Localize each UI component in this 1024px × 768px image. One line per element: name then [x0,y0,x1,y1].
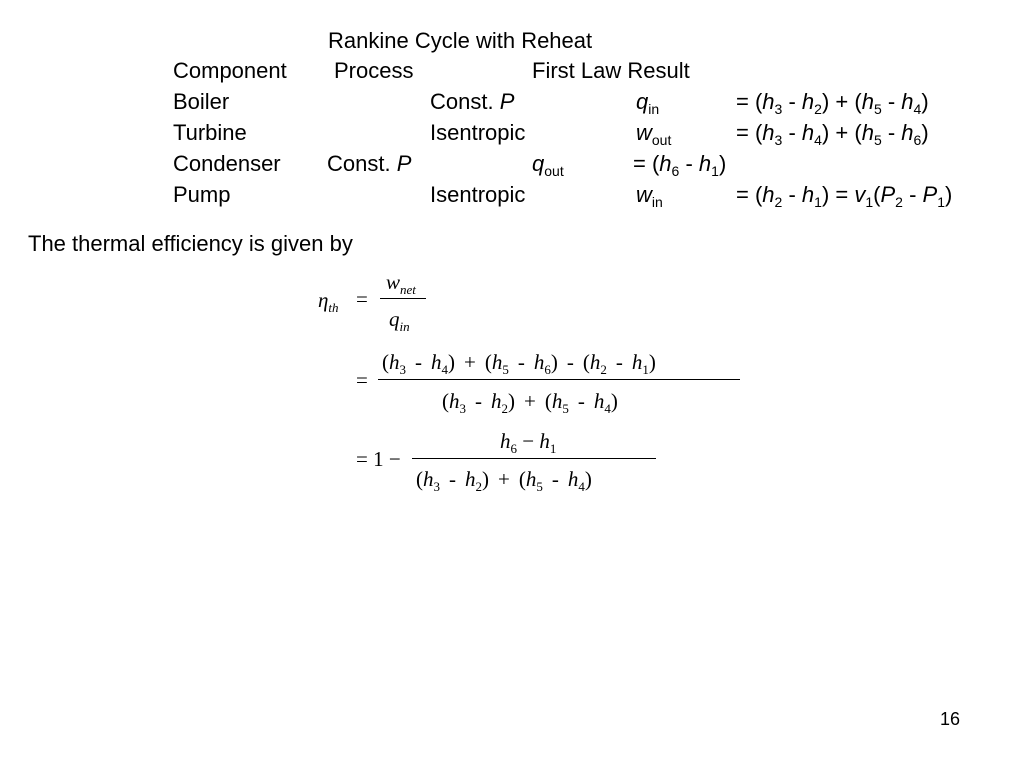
equals-sign: = [356,287,368,311]
efficiency-intro: The thermal efficiency is given by [28,231,353,256]
row-condenser-component: Condenser [173,151,281,176]
numerator-expression: $h_6 - h_1$ [500,429,557,456]
eta-symbol: $\eta_{th}$ [318,288,339,315]
row-turbine-component: Turbine [173,120,247,145]
fraction-bar [380,298,426,299]
header-component: Component [173,58,287,83]
numerator-w-net: $w_{net}$ [386,270,416,297]
row-pump-component: Pump [173,182,231,207]
row-pump-quantity: $w_{in}$ [636,182,663,210]
row-turbine-process: Isentropic [430,120,526,145]
row-condenser-quantity: $q_{out}$ [532,151,564,179]
row-turbine-quantity: $w_{out}$ [636,120,672,148]
row-boiler-quantity: $q_{in}$ [636,89,660,117]
equals-one-minus: = 1 − [356,447,401,471]
denominator-expression: $(h_3 - h_2) + (h_5 - h_4)$ [416,467,592,494]
row-boiler-component: Boiler [173,89,230,114]
equals-sign: = [356,368,368,392]
slide-title: Rankine Cycle with Reheat [328,28,593,53]
denominator-expression: $(h_3 - h_2) + (h_5 - h_4)$ [442,389,618,416]
header-process: Process [334,58,414,83]
fraction-bar [378,379,740,380]
header-first-law-result: First Law Result [532,58,690,83]
row-turbine-equation: = $(h_3 - h_4) + (h_5 - h_6)$ [736,120,929,148]
row-condenser-process: Const. P [327,151,412,176]
denominator-q-in: $q_{in}$ [389,307,410,334]
numerator-expression: $(h_3 - h_4) + (h_5 - h_6) - (h_2 - h_1)$ [382,350,656,377]
fraction-bar [412,458,656,459]
row-boiler-equation: = $(h_3 - h_2) + (h_5 - h_4)$ [736,89,929,117]
row-pump-process: Isentropic [430,182,526,207]
page-number: 16 [940,709,961,729]
row-pump-equation: = $(h_2 - h_1) = v_1(P_2 - P_1)$ [736,182,953,210]
row-boiler-process: Const. P [430,89,515,114]
row-condenser-equation: = $(h_6 - h_1)$ [633,151,727,179]
